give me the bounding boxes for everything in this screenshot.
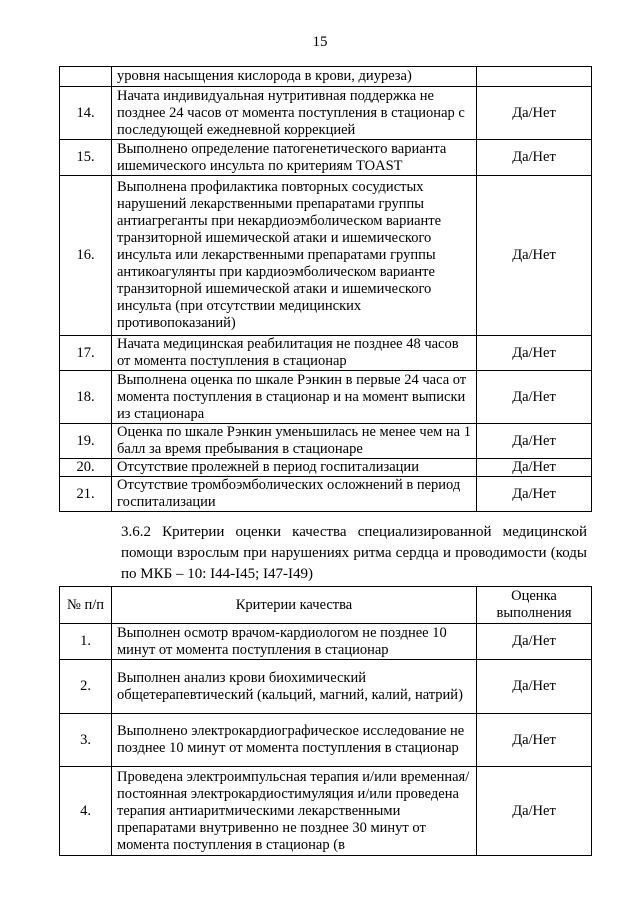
page-number: 15 <box>312 34 328 50</box>
row-number: 1. <box>60 624 112 660</box>
answer-cell: Да/Нет <box>477 87 592 140</box>
criterion-text: Выполнена профилактика повторных сосудистых нарушений лекарственными препаратами группы антиагреганты при некардиоэмболическом варианте транзиторной ишемической атаки и ишемического инсульта или лекарственными препаратами группы антикоагулянты при кардиоэмболическом варианте транзиторной ишемической атаки и ишемического инсульта (при отсутствии медицинских противопоказаний) <box>112 176 477 336</box>
criterion-text: уровня насыщения кислорода в крови, диуреза) <box>112 67 477 87</box>
table-row <box>60 714 592 767</box>
row-number <box>60 67 112 87</box>
answer-cell: Да/Нет <box>477 767 592 856</box>
criterion-text: Оценка по шкале Рэнкин уменьшилась не менее чем на 1 балл за время пребывания в стационаре <box>112 424 477 459</box>
criterion-text: Выполнен анализ крови биохимический общетерапевтический (кальций, магний, калий, натрий) <box>112 660 477 714</box>
table-row <box>60 140 592 176</box>
row-number: 20. <box>60 459 112 477</box>
quality-criteria-table-2 <box>59 586 592 856</box>
answer-cell: Да/Нет <box>477 140 592 176</box>
criterion-text: Начата медицинская реабилитация не позднее 48 часов от момента поступления в стационар <box>112 336 477 371</box>
header-criteria: Критерии качества <box>112 587 477 624</box>
row-number: 21. <box>60 477 112 512</box>
table-row <box>60 459 592 477</box>
table-row <box>60 371 592 424</box>
answer-cell: Да/Нет <box>477 176 592 336</box>
table-row <box>60 660 592 714</box>
criterion-text: Отсутствие тромбоэмболических осложнений в период госпитализации <box>112 477 477 512</box>
row-number: 4. <box>60 767 112 856</box>
table-row <box>60 424 592 459</box>
row-number: 17. <box>60 336 112 371</box>
quality-criteria-table-1 <box>59 66 592 512</box>
criterion-text: Выполнено электрокардиографическое исследование не позднее 10 минут от момента поступления в стационар <box>112 714 477 767</box>
row-number: 18. <box>60 371 112 424</box>
criterion-text: Выполнена оценка по шкале Рэнкин в первые 24 часа от момента поступления в стационар и на момент выписки из стационара <box>112 371 477 424</box>
row-number: 14. <box>60 87 112 140</box>
row-number: 3. <box>60 714 112 767</box>
section-heading: 3.6.2 Критерии оценки качества специализированной медицинской помощи взрослым при нарушениях ритма сердца и проводимости (коды по МКБ – 10: I44-I45; I47-I49) <box>121 524 587 582</box>
answer-cell: Да/Нет <box>477 660 592 714</box>
answer-cell: Да/Нет <box>477 424 592 459</box>
table-row <box>60 624 592 660</box>
table-row <box>60 67 592 87</box>
answer-cell: Да/Нет <box>477 477 592 512</box>
criterion-text: Начата индивидуальная нутритивная поддержка не позднее 24 часов от момента поступления в стационар с последующей ежедневной коррекцией <box>112 87 477 140</box>
row-number: 2. <box>60 660 112 714</box>
table-row <box>60 336 592 371</box>
criterion-text: Проведена электроимпульсная терапия и/или временная/постоянная электрокардиостимуляция и/или проведена терапия антиаритмическими лекарственными препаратами внутривенно не позднее 30 минут от момента поступления в стационар (в <box>112 767 477 856</box>
answer-cell: Да/Нет <box>477 714 592 767</box>
header-number: № п/п <box>60 587 112 624</box>
answer-cell: Да/Нет <box>477 459 592 477</box>
table-row <box>60 477 592 512</box>
table-row <box>60 176 592 336</box>
answer-cell <box>477 67 592 87</box>
answer-cell: Да/Нет <box>477 371 592 424</box>
criterion-text: Отсутствие пролежней в период госпитализации <box>112 459 477 477</box>
criterion-text: Выполнено определение патогенетического варианта ишемического инсульта по критериям TOAST <box>112 140 477 176</box>
table-header-row <box>60 587 592 624</box>
header-assessment: Оценка выполнения <box>477 587 592 624</box>
row-number: 19. <box>60 424 112 459</box>
answer-cell: Да/Нет <box>477 624 592 660</box>
answer-cell: Да/Нет <box>477 336 592 371</box>
table-row <box>60 87 592 140</box>
table-row <box>60 767 592 856</box>
row-number: 15. <box>60 140 112 176</box>
criterion-text: Выполнен осмотр врачом-кардиологом не позднее 10 минут от момента поступления в стационар <box>112 624 477 660</box>
row-number: 16. <box>60 176 112 336</box>
